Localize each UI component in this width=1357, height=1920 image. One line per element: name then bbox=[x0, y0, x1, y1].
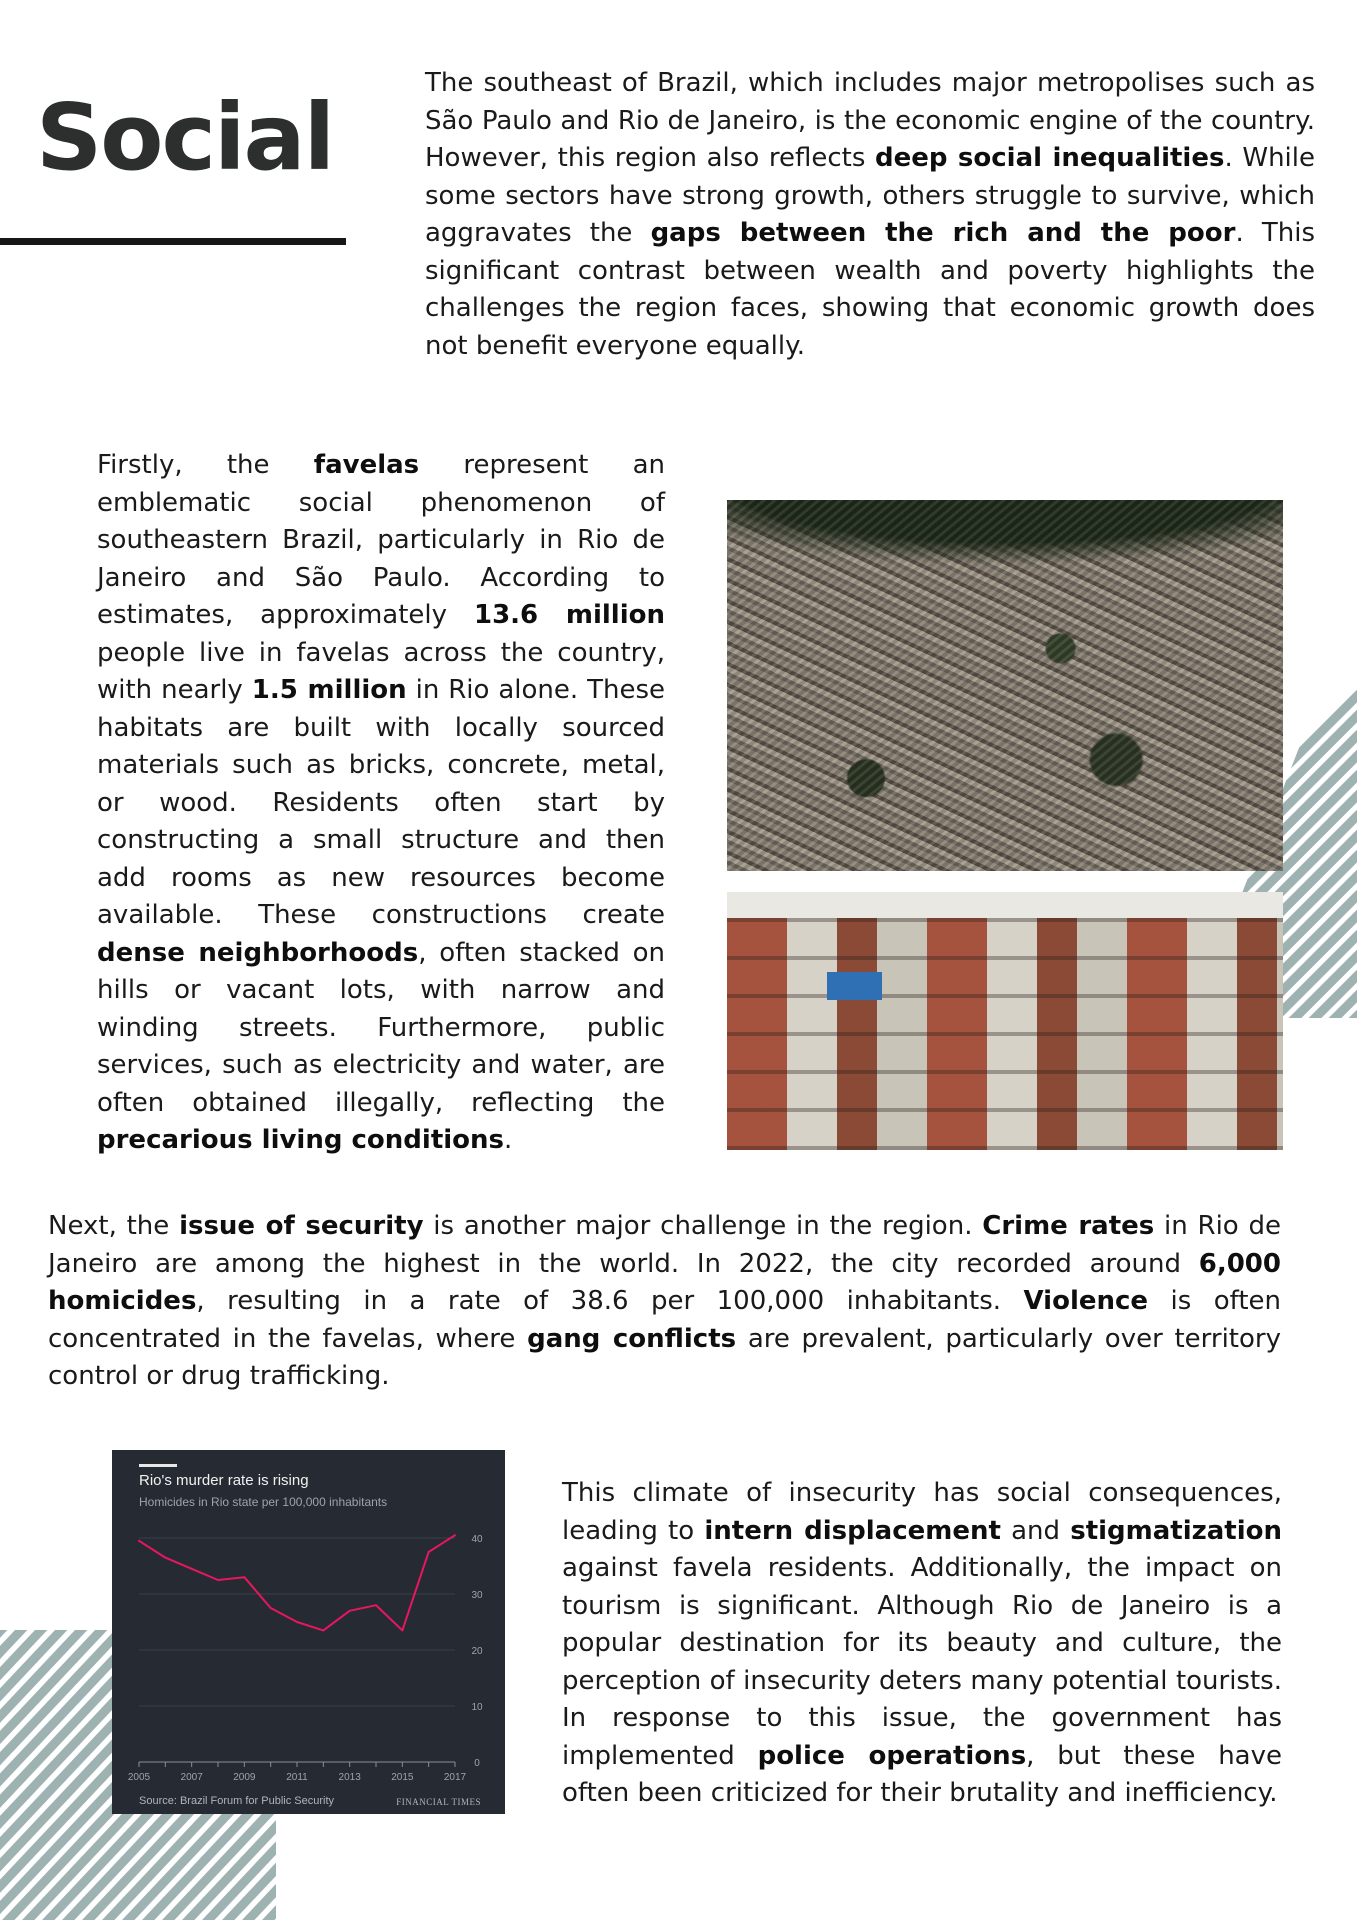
text-run: The southeast of Brazil, which includes major metropolises such as São Paulo and Rio de Janeiro, is the economic engine of the country. However, this region also reflects bbox=[425, 68, 1315, 173]
data-point bbox=[401, 1629, 403, 1631]
data-point bbox=[270, 1607, 272, 1609]
bold-phrase: Violence bbox=[1023, 1286, 1149, 1316]
x-tick-label: 2005 bbox=[127, 1772, 151, 1783]
data-point bbox=[454, 1534, 456, 1536]
bold-phrase: issue of security bbox=[179, 1211, 424, 1241]
bold-phrase: Crime rates bbox=[982, 1211, 1155, 1241]
chart-subtitle: Homicides in Rio state per 100,000 inhabitants bbox=[139, 1495, 388, 1509]
text-run: This climate of insecurity has social consequences, leading to bbox=[562, 1478, 1282, 1546]
x-tick-label: 2009 bbox=[233, 1772, 256, 1783]
text-run: is often concentrated in the favelas, where bbox=[48, 1286, 1282, 1354]
data-point bbox=[375, 1604, 377, 1606]
consequences-paragraph bbox=[562, 1475, 1282, 1813]
text-run: , resulting in a rate of 38.6 per 100,000 inhabitants. bbox=[196, 1286, 1024, 1316]
data-point bbox=[164, 1557, 166, 1559]
data-point bbox=[217, 1579, 219, 1581]
data-point bbox=[322, 1629, 324, 1631]
favela-houses-photo bbox=[727, 892, 1283, 1150]
text-run: , but these have often been criticized for their brutality and inefficiency. bbox=[562, 1740, 1282, 1808]
text-run: people live in favelas across the country, with nearly bbox=[97, 637, 665, 705]
data-point bbox=[191, 1568, 193, 1570]
bold-phrase: dense neighborhoods bbox=[97, 937, 419, 968]
series-line-homicide-rate bbox=[139, 1535, 455, 1630]
y-tick-label: 40 bbox=[471, 1534, 483, 1545]
y-tick-label: 0 bbox=[474, 1758, 480, 1769]
bold-phrase: gaps between the rich and the poor bbox=[650, 218, 1236, 248]
text-run: against favela residents. Additionally, the impact on tourism is significant. Although Rio de Janeiro is a popular destination for its beauty and culture, the perception of insecurity deters many potential tourists. In response to this issue, the government has implemented bbox=[562, 1553, 1282, 1771]
y-tick-label: 10 bbox=[471, 1702, 483, 1713]
text-run: Next, the bbox=[48, 1211, 180, 1241]
bold-phrase: 6,000 homicides bbox=[48, 1248, 1281, 1316]
chart-title: Rio's murder rate is rising bbox=[139, 1472, 309, 1489]
x-tick-label: 2011 bbox=[286, 1772, 308, 1783]
text-run: and bbox=[1000, 1515, 1071, 1546]
text-run: , often stacked on hills or vacant lots, with narrow and winding streets. Furthermore, public services, such as electricity and water, are often obtained illegally, reflecting the bbox=[97, 937, 665, 1118]
text-run: Firstly, the bbox=[97, 450, 314, 480]
x-tick-label: 2017 bbox=[443, 1772, 467, 1783]
data-point bbox=[349, 1610, 351, 1612]
favelas-paragraph bbox=[97, 447, 665, 1160]
page-title: Social bbox=[36, 84, 334, 191]
bold-phrase: stigmatization bbox=[1070, 1515, 1283, 1546]
text-run: represent an emblematic social phenomenon of southeastern Brazil, particularly in Rio de Janeiro and São Paulo. According to estimates, approximately bbox=[97, 450, 665, 630]
text-run: are prevalent, particularly over territory control or drug trafficking. bbox=[48, 1323, 1281, 1391]
text-run: is another major challenge in the region. bbox=[423, 1211, 983, 1241]
chart-plot bbox=[112, 1450, 505, 1814]
bold-phrase: 13.6 million bbox=[473, 600, 665, 630]
murder-rate-chart bbox=[112, 1450, 505, 1814]
data-point bbox=[243, 1576, 245, 1578]
bold-phrase: gang conflicts bbox=[527, 1323, 737, 1354]
text-run: . While some sectors have strong growth, others struggle to survive, which aggravates the bbox=[425, 143, 1315, 248]
bold-phrase: favelas bbox=[313, 450, 420, 480]
y-tick-label: 30 bbox=[471, 1590, 483, 1601]
chart-brand: FINANCIAL TIMES bbox=[396, 1797, 481, 1807]
data-point bbox=[296, 1621, 298, 1623]
bold-phrase: precarious living conditions bbox=[97, 1125, 505, 1155]
text-run: . bbox=[504, 1125, 513, 1155]
x-tick-label: 2015 bbox=[391, 1772, 414, 1783]
intro-paragraph bbox=[425, 65, 1315, 365]
security-paragraph bbox=[48, 1208, 1281, 1396]
bold-phrase: intern displacement bbox=[704, 1515, 1001, 1546]
bold-phrase: police operations bbox=[757, 1740, 1027, 1771]
title-underline bbox=[0, 238, 346, 245]
chart-source: Source: Brazil Forum for Public Security bbox=[139, 1795, 335, 1807]
data-point bbox=[428, 1551, 430, 1553]
bold-phrase: 1.5 million bbox=[251, 675, 407, 705]
favela-aerial-photo bbox=[727, 500, 1283, 871]
text-run: in Rio alone. These habitats are built with locally sourced materials such as bricks, concrete, metal, or wood. Residents often start by constructing a small structure and then add rooms as new resources become available. These constructions create bbox=[97, 675, 665, 930]
x-tick-label: 2007 bbox=[180, 1772, 203, 1783]
text-run: in Rio de Janeiro are among the highest in the world. In 2022, the city recorded around bbox=[48, 1211, 1281, 1279]
text-run: . This significant contrast between wealth and poverty highlights the challenges the region faces, showing that economic growth does not benefit everyone equally. bbox=[425, 218, 1315, 361]
y-tick-label: 20 bbox=[471, 1646, 483, 1657]
bold-phrase: deep social inequalities bbox=[875, 143, 1225, 173]
x-tick-label: 2013 bbox=[338, 1772, 361, 1783]
data-point bbox=[138, 1540, 140, 1542]
